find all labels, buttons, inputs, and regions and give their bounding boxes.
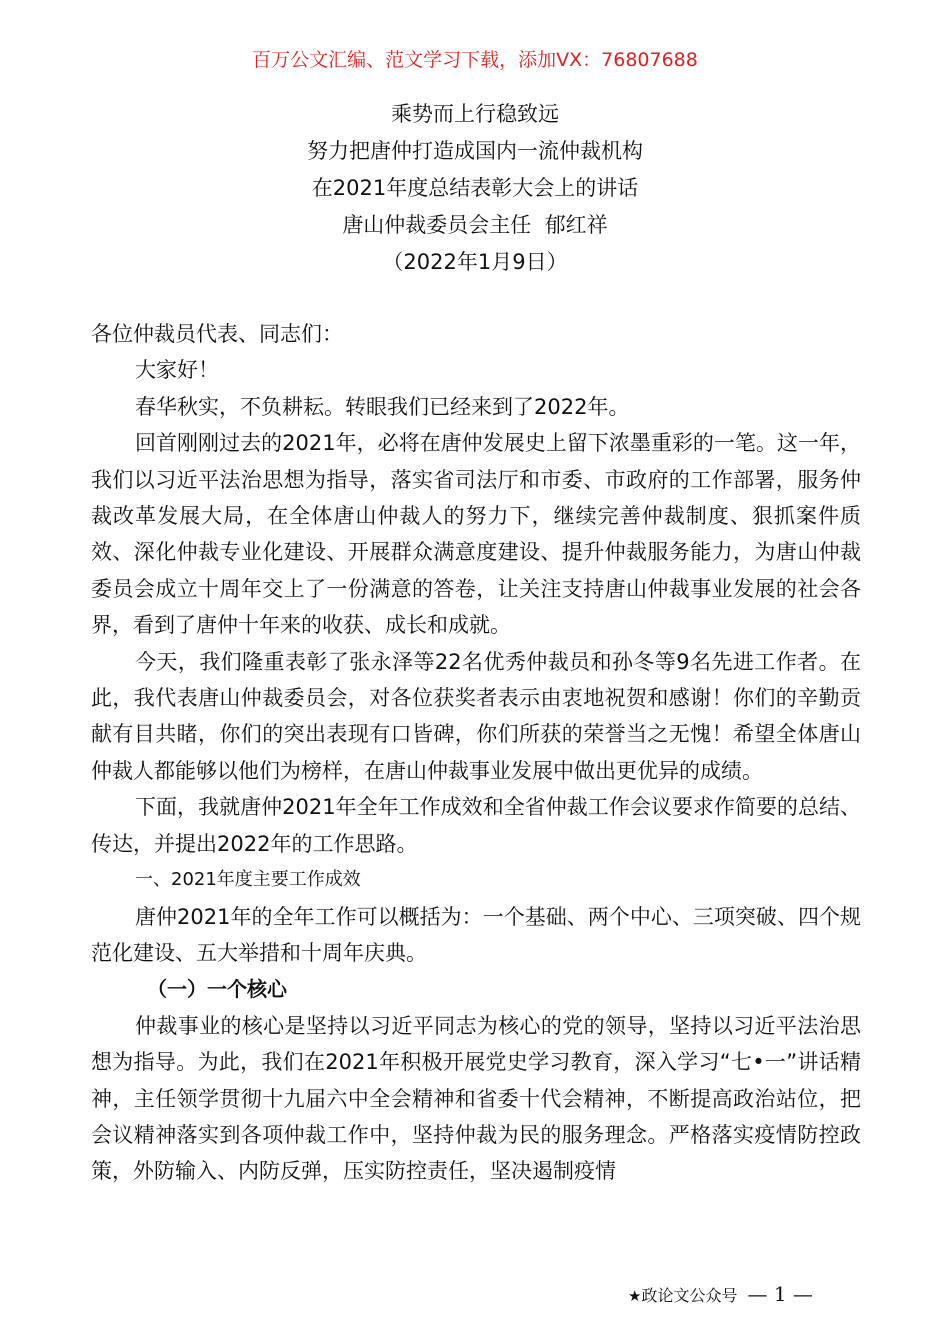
paragraph-6: 仲裁事业的核心是坚持以习近平同志为核心的党的领导，坚持以习近平法治思想为指导。为此，我们在2021年积极开展党史学习教育，深入学习“七•一”讲话精神，主任领学贯彻十九届六中全会精神和省委十代会精神，不断提高政治站位，把会议精神落实到各项仲裁工作中，坚持仲裁为民的服务理念。严格落实疫情防控政策，外防输入、内防反弹，压实防控责任，坚决遏制疫情 bbox=[91, 1013, 861, 1184]
speech-body bbox=[91, 316, 861, 1190]
speaker-line: 唐山仲裁委员会主任 郁红祥 bbox=[342, 213, 608, 237]
title-block bbox=[0, 96, 950, 281]
subsection-heading-1: （一）一个核心 bbox=[147, 977, 287, 1002]
page-footer bbox=[628, 1280, 888, 1308]
salutation: 各位仲裁员代表、同志们： bbox=[91, 322, 343, 346]
paragraph-5: 唐仲2021年的全年工作可以概括为：一个基础、两个中心、三项突破、四个规范化建设、五大举措和十周年庆典。 bbox=[91, 904, 861, 965]
greeting: 大家好！ bbox=[135, 358, 219, 383]
footer-label: 政论文公众号 bbox=[641, 1286, 738, 1305]
paragraph-2: 回首刚刚过去的2021年，必将在唐仲发展史上留下浓墨重彩的一笔。这一年，我们以习近平法治思想为指导，落实省司法厅和市委、市政府的工作部署，服务仲裁改革发展大局，在全体唐山仲裁人的努力下，继续完善仲裁制度、狠抓案件质效、深化仲裁专业化建设、开展群众满意度建设、提升仲裁服务能力，为唐山仲裁委员会成立十周年交上了一份满意的答卷，让关注支持唐山仲裁事业发展的社会各界，看到了唐仲十年来的收获、成长和成就。 bbox=[91, 431, 861, 638]
paragraph-1: 春华秋实，不负耕耘。转眼我们已经来到了2022年。 bbox=[135, 394, 630, 419]
paragraph-4: 下面，我就唐仲2021年全年工作成效和全省仲裁工作会议要求作简要的总结、传达，并提出2022年的工作思路。 bbox=[91, 795, 861, 856]
section-heading-1: 一、2021年度主要工作成效 bbox=[135, 869, 361, 891]
star-icon: ★ bbox=[628, 1287, 642, 1305]
watermark-banner: 百万公文汇编、范文学习下载，添加VX：76807688 bbox=[252, 49, 698, 71]
title-line-2: 努力把唐仲打造成国内一流仲裁机构 bbox=[307, 139, 643, 163]
title-line-3: 在2021年度总结表彰大会上的讲话 bbox=[311, 176, 639, 200]
title-line-1: 乘势而上行稳致远 bbox=[391, 102, 559, 126]
paragraph-3: 今天，我们隆重表彰了张永泽等22名优秀仲裁员和孙冬等9名先进工作者。在此，我代表唐山仲裁委员会，对各位获奖者表示由衷地祝贺和感谢！你们的辛勤贡献有目共睹，你们的突出表现有口皆碑，你们所获的荣誉当之无愧！希望全体唐山仲裁人都能够以他们为榜样，在唐山仲裁事业发展中做出更优异的成绩。 bbox=[91, 649, 861, 783]
page-number: — 1 — bbox=[747, 1282, 813, 1306]
speech-date: （2022年1月9日） bbox=[382, 250, 568, 274]
